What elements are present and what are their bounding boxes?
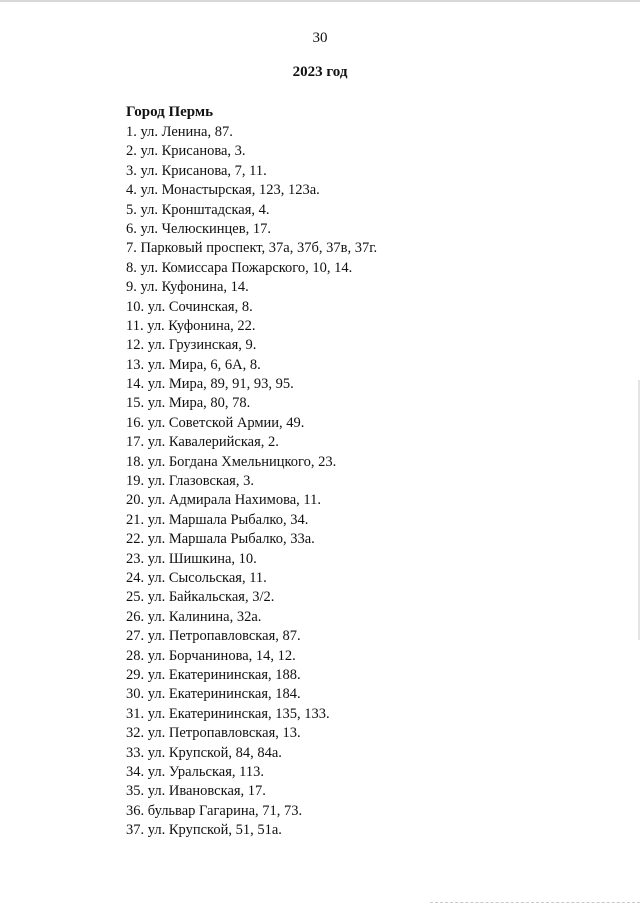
- address-item: 19. ул. Глазовская, 3.: [126, 473, 254, 490]
- page-number: 30: [312, 30, 328, 46]
- year-heading: 2023 год: [292, 64, 348, 80]
- address-item: 37. ул. Крупской, 51, 51а.: [126, 822, 282, 839]
- scan-edge-bottom: [430, 902, 640, 903]
- address-item: 18. ул. Богдана Хмельницкого, 23.: [126, 453, 337, 470]
- address-item: 27. ул. Петропавловская, 87.: [126, 628, 301, 645]
- address-item: 3. ул. Крисанова, 7, 11.: [126, 162, 267, 179]
- address-item: 32. ул. Петропавловская, 13.: [126, 725, 301, 742]
- address-item: 1. ул. Ленина, 87.: [126, 124, 233, 140]
- address-item: 22. ул. Маршала Рыбалко, 33а.: [126, 531, 315, 548]
- address-item: 36. бульвар Гагарина, 71, 73.: [126, 802, 303, 819]
- address-list: [126, 123, 377, 840]
- city-heading: Город Пермь: [126, 104, 214, 120]
- address-item: 25. ул. Байкальская, 3/2.: [126, 589, 275, 606]
- address-item: 13. ул. Мира, 6, 6А, 8.: [126, 356, 261, 373]
- address-item: 28. ул. Борчанинова, 14, 12.: [126, 647, 296, 664]
- address-item: 15. ул. Мира, 80, 78.: [126, 395, 251, 412]
- address-item: 9. ул. Куфонина, 14.: [126, 279, 249, 296]
- address-item: 33. ул. Крупской, 84, 84а.: [126, 744, 282, 761]
- address-item: 4. ул. Монастырская, 123, 123а.: [126, 182, 320, 199]
- address-item: 21. ул. Маршала Рыбалко, 34.: [126, 511, 309, 528]
- address-item: 29. ул. Екатерининская, 188.: [126, 666, 301, 683]
- address-item: 6. ул. Челюскинцев, 17.: [126, 220, 271, 237]
- address-item: 10. ул. Сочинская, 8.: [126, 298, 253, 315]
- address-item: 16. ул. Советской Армии, 49.: [126, 414, 305, 431]
- address-item: 14. ул. Мира, 89, 91, 93, 95.: [126, 376, 294, 393]
- address-item: 34. ул. Уральская, 113.: [126, 763, 264, 780]
- address-item: 26. ул. Калинина, 32а.: [126, 608, 262, 625]
- address-item: 23. ул. Шишкина, 10.: [126, 550, 257, 567]
- address-item: 12. ул. Грузинская, 9.: [126, 337, 257, 354]
- address-item: 11. ул. Куфонина, 22.: [126, 317, 256, 334]
- address-item: 8. ул. Комиссара Пожарского, 10, 14.: [126, 259, 353, 276]
- address-item: 31. ул. Екатерининская, 135, 133.: [126, 705, 330, 722]
- address-item: 30. ул. Екатерининская, 184.: [126, 686, 301, 703]
- address-item: 24. ул. Сысольская, 11.: [126, 569, 267, 586]
- address-item: 5. ул. Кронштадская, 4.: [126, 201, 270, 218]
- address-item: 2. ул. Крисанова, 3.: [126, 143, 246, 160]
- address-item: 7. Парковый проспект, 37а, 37б, 37в, 37г.: [126, 240, 378, 257]
- address-item: 35. ул. Ивановская, 17.: [126, 783, 266, 800]
- address-item: 20. ул. Адмирала Нахимова, 11.: [126, 492, 322, 509]
- scan-edge-top: [0, 0, 640, 2]
- address-item: 17. ул. Кавалерийская, 2.: [126, 434, 279, 451]
